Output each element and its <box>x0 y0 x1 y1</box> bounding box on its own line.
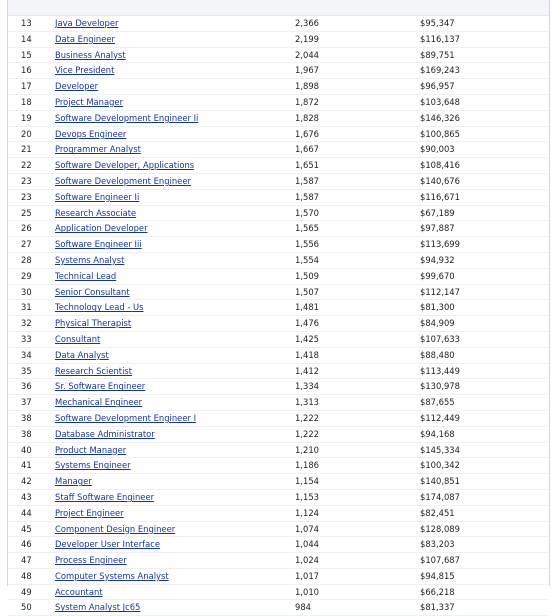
table-row <box>8 347 549 363</box>
salary-cell: $83,203 <box>420 537 549 553</box>
table-row <box>8 126 549 142</box>
job-titles-table <box>8 16 549 616</box>
job-title-cell <box>55 458 295 474</box>
salary-cell: $130,978 <box>420 379 549 395</box>
count-cell: 2,199 <box>295 31 420 47</box>
rank-cell: 15 <box>8 47 55 63</box>
salary-cell: $103,648 <box>420 94 549 110</box>
salary-cell: $84,909 <box>420 316 549 332</box>
job-title-cell <box>55 316 295 332</box>
salary-cell: $113,449 <box>420 363 549 379</box>
rank-cell: 47 <box>8 553 55 569</box>
job-title-link[interactable]: Consultant <box>55 333 101 344</box>
job-title-link[interactable]: Sr. Software Engineer <box>55 381 146 392</box>
salary-cell: $99,670 <box>420 268 549 284</box>
job-title-cell <box>55 189 295 205</box>
salary-cell: $100,865 <box>420 126 549 142</box>
table-row <box>8 505 549 521</box>
count-cell: 1,210 <box>295 442 420 458</box>
count-cell: 1,898 <box>295 79 420 95</box>
job-title-cell <box>55 363 295 379</box>
table-row <box>8 79 549 95</box>
table-row <box>8 221 549 237</box>
table-row <box>8 300 549 316</box>
count-cell: 1,565 <box>295 221 420 237</box>
rank-cell: 28 <box>8 252 55 268</box>
job-title-link[interactable]: Computer Systems Analyst <box>55 570 169 581</box>
count-cell: 1,828 <box>295 110 420 126</box>
job-title-link[interactable]: Software Development Engineer I <box>55 412 197 423</box>
job-title-link[interactable]: Senior Consultant <box>55 286 130 297</box>
table-row <box>8 94 549 110</box>
table-row <box>8 553 549 569</box>
salary-cell: $108,416 <box>420 158 549 174</box>
job-title-cell <box>55 395 295 411</box>
job-title-link[interactable]: Java Developer <box>55 18 119 28</box>
salary-cell: $66,218 <box>420 584 549 600</box>
table-header-strip <box>8 0 549 16</box>
rank-cell: 17 <box>8 79 55 95</box>
salary-cell: $87,655 <box>420 395 549 411</box>
table-row <box>8 442 549 458</box>
rank-cell: 41 <box>8 458 55 474</box>
rank-cell: 27 <box>8 237 55 253</box>
count-cell: 1,967 <box>295 63 420 79</box>
rank-cell: 35 <box>8 363 55 379</box>
job-title-cell <box>55 63 295 79</box>
job-title-cell <box>55 379 295 395</box>
salary-cell: $96,957 <box>420 79 549 95</box>
job-title-cell <box>55 16 295 31</box>
count-cell: 1,154 <box>295 474 420 490</box>
rank-cell: 20 <box>8 126 55 142</box>
table-row <box>8 600 549 616</box>
count-cell: 1,425 <box>295 331 420 347</box>
job-title-link[interactable]: Staff Software Engineer <box>55 491 155 502</box>
job-title-link[interactable]: Systems Analyst <box>55 254 125 265</box>
job-title-cell <box>55 205 295 221</box>
job-title-link[interactable]: System Analyst Jc65 <box>55 602 141 613</box>
job-title-link[interactable]: Developer User Interface <box>55 539 160 550</box>
job-title-link[interactable]: Physical Therapist <box>55 318 132 329</box>
count-cell: 1,554 <box>295 252 420 268</box>
salary-cell: $88,480 <box>420 347 549 363</box>
table-row <box>8 252 549 268</box>
salary-cell: $112,449 <box>420 410 549 426</box>
count-cell: 1,334 <box>295 379 420 395</box>
table-row <box>8 568 549 584</box>
table-row <box>8 237 549 253</box>
salary-cell: $112,147 <box>420 284 549 300</box>
job-title-cell <box>55 252 295 268</box>
rank-cell: 42 <box>8 474 55 490</box>
table-row <box>8 205 549 221</box>
count-cell: 1,222 <box>295 426 420 442</box>
job-title-cell <box>55 94 295 110</box>
table-row <box>8 395 549 411</box>
table-row <box>8 410 549 426</box>
job-title-cell <box>55 142 295 158</box>
table-row <box>8 189 549 205</box>
rank-cell: 26 <box>8 221 55 237</box>
job-title-link[interactable]: Software Development Engineer <box>55 175 191 186</box>
job-title-cell <box>55 584 295 600</box>
table-row <box>8 331 549 347</box>
rank-cell: 48 <box>8 568 55 584</box>
salary-cell: $146,326 <box>420 110 549 126</box>
job-title-link[interactable]: Accountant <box>55 586 103 597</box>
count-cell: 2,044 <box>295 47 420 63</box>
job-title-cell <box>55 489 295 505</box>
rank-cell: 19 <box>8 110 55 126</box>
job-title-cell <box>55 79 295 95</box>
job-title-link[interactable]: Project Manager <box>55 96 124 107</box>
table-row <box>8 379 549 395</box>
salary-cell: $145,334 <box>420 442 549 458</box>
salary-cell: $174,087 <box>420 489 549 505</box>
job-title-link[interactable]: Software Development Engineer Ii <box>55 112 199 123</box>
count-cell: 984 <box>295 600 420 616</box>
job-title-cell <box>55 126 295 142</box>
job-title-cell <box>55 600 295 616</box>
count-cell: 1,570 <box>295 205 420 221</box>
job-title-link[interactable]: Business Analyst <box>55 49 126 60</box>
job-title-cell <box>55 110 295 126</box>
rank-cell: 38 <box>8 410 55 426</box>
salary-cell: $89,751 <box>420 47 549 63</box>
salary-cell: $116,671 <box>420 189 549 205</box>
table-row <box>8 489 549 505</box>
job-title-link[interactable]: Software Developer, Applications <box>55 160 195 171</box>
rank-cell: 22 <box>8 158 55 174</box>
table-row <box>8 537 549 553</box>
rank-cell: 37 <box>8 395 55 411</box>
rank-cell: 46 <box>8 537 55 553</box>
rank-cell: 16 <box>8 63 55 79</box>
rank-cell: 49 <box>8 584 55 600</box>
job-title-link[interactable]: Vice President <box>55 65 115 76</box>
job-title-link[interactable]: Data Analyst <box>55 349 109 360</box>
rank-cell: 40 <box>8 442 55 458</box>
salary-cell: $116,137 <box>420 31 549 47</box>
table-row <box>8 363 549 379</box>
job-title-cell <box>55 410 295 426</box>
job-title-cell <box>55 221 295 237</box>
job-title-cell <box>55 173 295 189</box>
count-cell: 1,222 <box>295 410 420 426</box>
job-title-link[interactable]: Systems Engineer <box>55 460 131 471</box>
rank-cell: 34 <box>8 347 55 363</box>
job-title-cell <box>55 31 295 47</box>
rank-cell: 13 <box>8 16 55 31</box>
table-row <box>8 584 549 600</box>
job-title-link[interactable]: Research Associate <box>55 207 137 218</box>
count-cell: 1,418 <box>295 347 420 363</box>
rank-cell: 45 <box>8 521 55 537</box>
job-title-link[interactable]: Data Engineer <box>55 33 115 44</box>
table-row <box>8 110 549 126</box>
rank-cell: 23 <box>8 173 55 189</box>
count-cell: 1,651 <box>295 158 420 174</box>
count-cell: 1,676 <box>295 126 420 142</box>
table-row <box>8 316 549 332</box>
rank-cell: 29 <box>8 268 55 284</box>
salary-cell: $97,887 <box>420 221 549 237</box>
table-row <box>8 16 549 31</box>
job-title-cell <box>55 553 295 569</box>
job-title-link[interactable]: Research Scientist <box>55 365 133 376</box>
count-cell: 1,024 <box>295 553 420 569</box>
job-title-cell <box>55 568 295 584</box>
salary-cell: $90,003 <box>420 142 549 158</box>
table-row <box>8 284 549 300</box>
job-title-link[interactable]: Database Administrator <box>55 428 155 439</box>
table-row <box>8 47 549 63</box>
salary-cell: $94,168 <box>420 426 549 442</box>
table-row <box>8 426 549 442</box>
job-title-link[interactable]: Product Manager <box>55 444 127 455</box>
salary-cell: $169,243 <box>420 63 549 79</box>
salary-cell: $107,687 <box>420 553 549 569</box>
salary-cell: $94,932 <box>420 252 549 268</box>
table-row <box>8 31 549 47</box>
rank-cell: 38 <box>8 426 55 442</box>
job-title-link[interactable]: Technology Lead - Us <box>55 302 144 313</box>
count-cell: 1,010 <box>295 584 420 600</box>
table-body <box>8 16 549 616</box>
job-title-cell <box>55 284 295 300</box>
salary-cell: $140,851 <box>420 474 549 490</box>
table-row <box>8 521 549 537</box>
rank-cell: 23 <box>8 189 55 205</box>
count-cell: 1,667 <box>295 142 420 158</box>
count-cell: 1,587 <box>295 189 420 205</box>
job-title-link[interactable]: Application Developer <box>55 223 148 234</box>
table-row <box>8 142 549 158</box>
job-title-cell <box>55 347 295 363</box>
job-title-link[interactable]: Technical Lead <box>55 270 117 281</box>
job-title-link[interactable]: Devops Engineer <box>55 128 127 139</box>
rank-cell: 18 <box>8 94 55 110</box>
job-title-link[interactable]: Software Engineer Iii <box>55 239 142 250</box>
job-title-cell <box>55 300 295 316</box>
job-title-cell <box>55 268 295 284</box>
count-cell: 1,476 <box>295 316 420 332</box>
salary-cell: $140,676 <box>420 173 549 189</box>
count-cell: 1,556 <box>295 237 420 253</box>
rank-cell: 14 <box>8 31 55 47</box>
rank-cell: 31 <box>8 300 55 316</box>
count-cell: 1,074 <box>295 521 420 537</box>
salary-cell: $128,089 <box>420 521 549 537</box>
job-title-cell <box>55 158 295 174</box>
table-row <box>8 63 549 79</box>
rank-cell: 25 <box>8 205 55 221</box>
job-title-cell <box>55 537 295 553</box>
count-cell: 1,044 <box>295 537 420 553</box>
table-row <box>8 173 549 189</box>
job-title-cell <box>55 521 295 537</box>
job-title-cell <box>55 442 295 458</box>
rank-cell: 43 <box>8 489 55 505</box>
job-title-link[interactable]: Process Engineer <box>55 555 127 566</box>
count-cell: 1,313 <box>295 395 420 411</box>
salary-cell: $81,300 <box>420 300 549 316</box>
salary-cell: $113,699 <box>420 237 549 253</box>
rank-cell: 36 <box>8 379 55 395</box>
job-title-cell <box>55 426 295 442</box>
count-cell: 1,017 <box>295 568 420 584</box>
job-title-link[interactable]: Component Design Engineer <box>55 523 176 534</box>
salary-cell: $67,189 <box>420 205 549 221</box>
results-panel <box>7 0 550 613</box>
count-cell: 1,412 <box>295 363 420 379</box>
rank-cell: 32 <box>8 316 55 332</box>
table-row <box>8 158 549 174</box>
salary-cell: $82,451 <box>420 505 549 521</box>
job-title-link[interactable]: Programmer Analyst <box>55 144 141 155</box>
salary-cell: $107,633 <box>420 331 549 347</box>
job-title-cell <box>55 331 295 347</box>
salary-cell: $94,815 <box>420 568 549 584</box>
rank-cell: 50 <box>8 600 55 616</box>
count-cell: 1,587 <box>295 173 420 189</box>
count-cell: 2,366 <box>295 16 420 31</box>
rank-cell: 33 <box>8 331 55 347</box>
job-title-link[interactable]: Manager <box>55 476 92 487</box>
salary-cell: $81,337 <box>420 600 549 616</box>
table-row <box>8 474 549 490</box>
count-cell: 1,872 <box>295 94 420 110</box>
job-title-link[interactable]: Project Engineer <box>55 507 124 518</box>
count-cell: 1,153 <box>295 489 420 505</box>
job-title-link[interactable]: Mechanical Engineer <box>55 397 143 408</box>
count-cell: 1,481 <box>295 300 420 316</box>
count-cell: 1,507 <box>295 284 420 300</box>
rank-cell: 44 <box>8 505 55 521</box>
table-row <box>8 268 549 284</box>
salary-cell: $95,347 <box>420 16 549 31</box>
rank-cell: 30 <box>8 284 55 300</box>
job-title-cell <box>55 505 295 521</box>
rank-cell: 21 <box>8 142 55 158</box>
job-title-cell <box>55 474 295 490</box>
job-title-link[interactable]: Developer <box>55 81 99 92</box>
salary-cell: $100,342 <box>420 458 549 474</box>
job-title-cell <box>55 47 295 63</box>
count-cell: 1,509 <box>295 268 420 284</box>
count-cell: 1,124 <box>295 505 420 521</box>
job-title-link[interactable]: Software Engineer Ii <box>55 191 140 202</box>
table-row <box>8 458 549 474</box>
job-title-cell <box>55 237 295 253</box>
count-cell: 1,186 <box>295 458 420 474</box>
